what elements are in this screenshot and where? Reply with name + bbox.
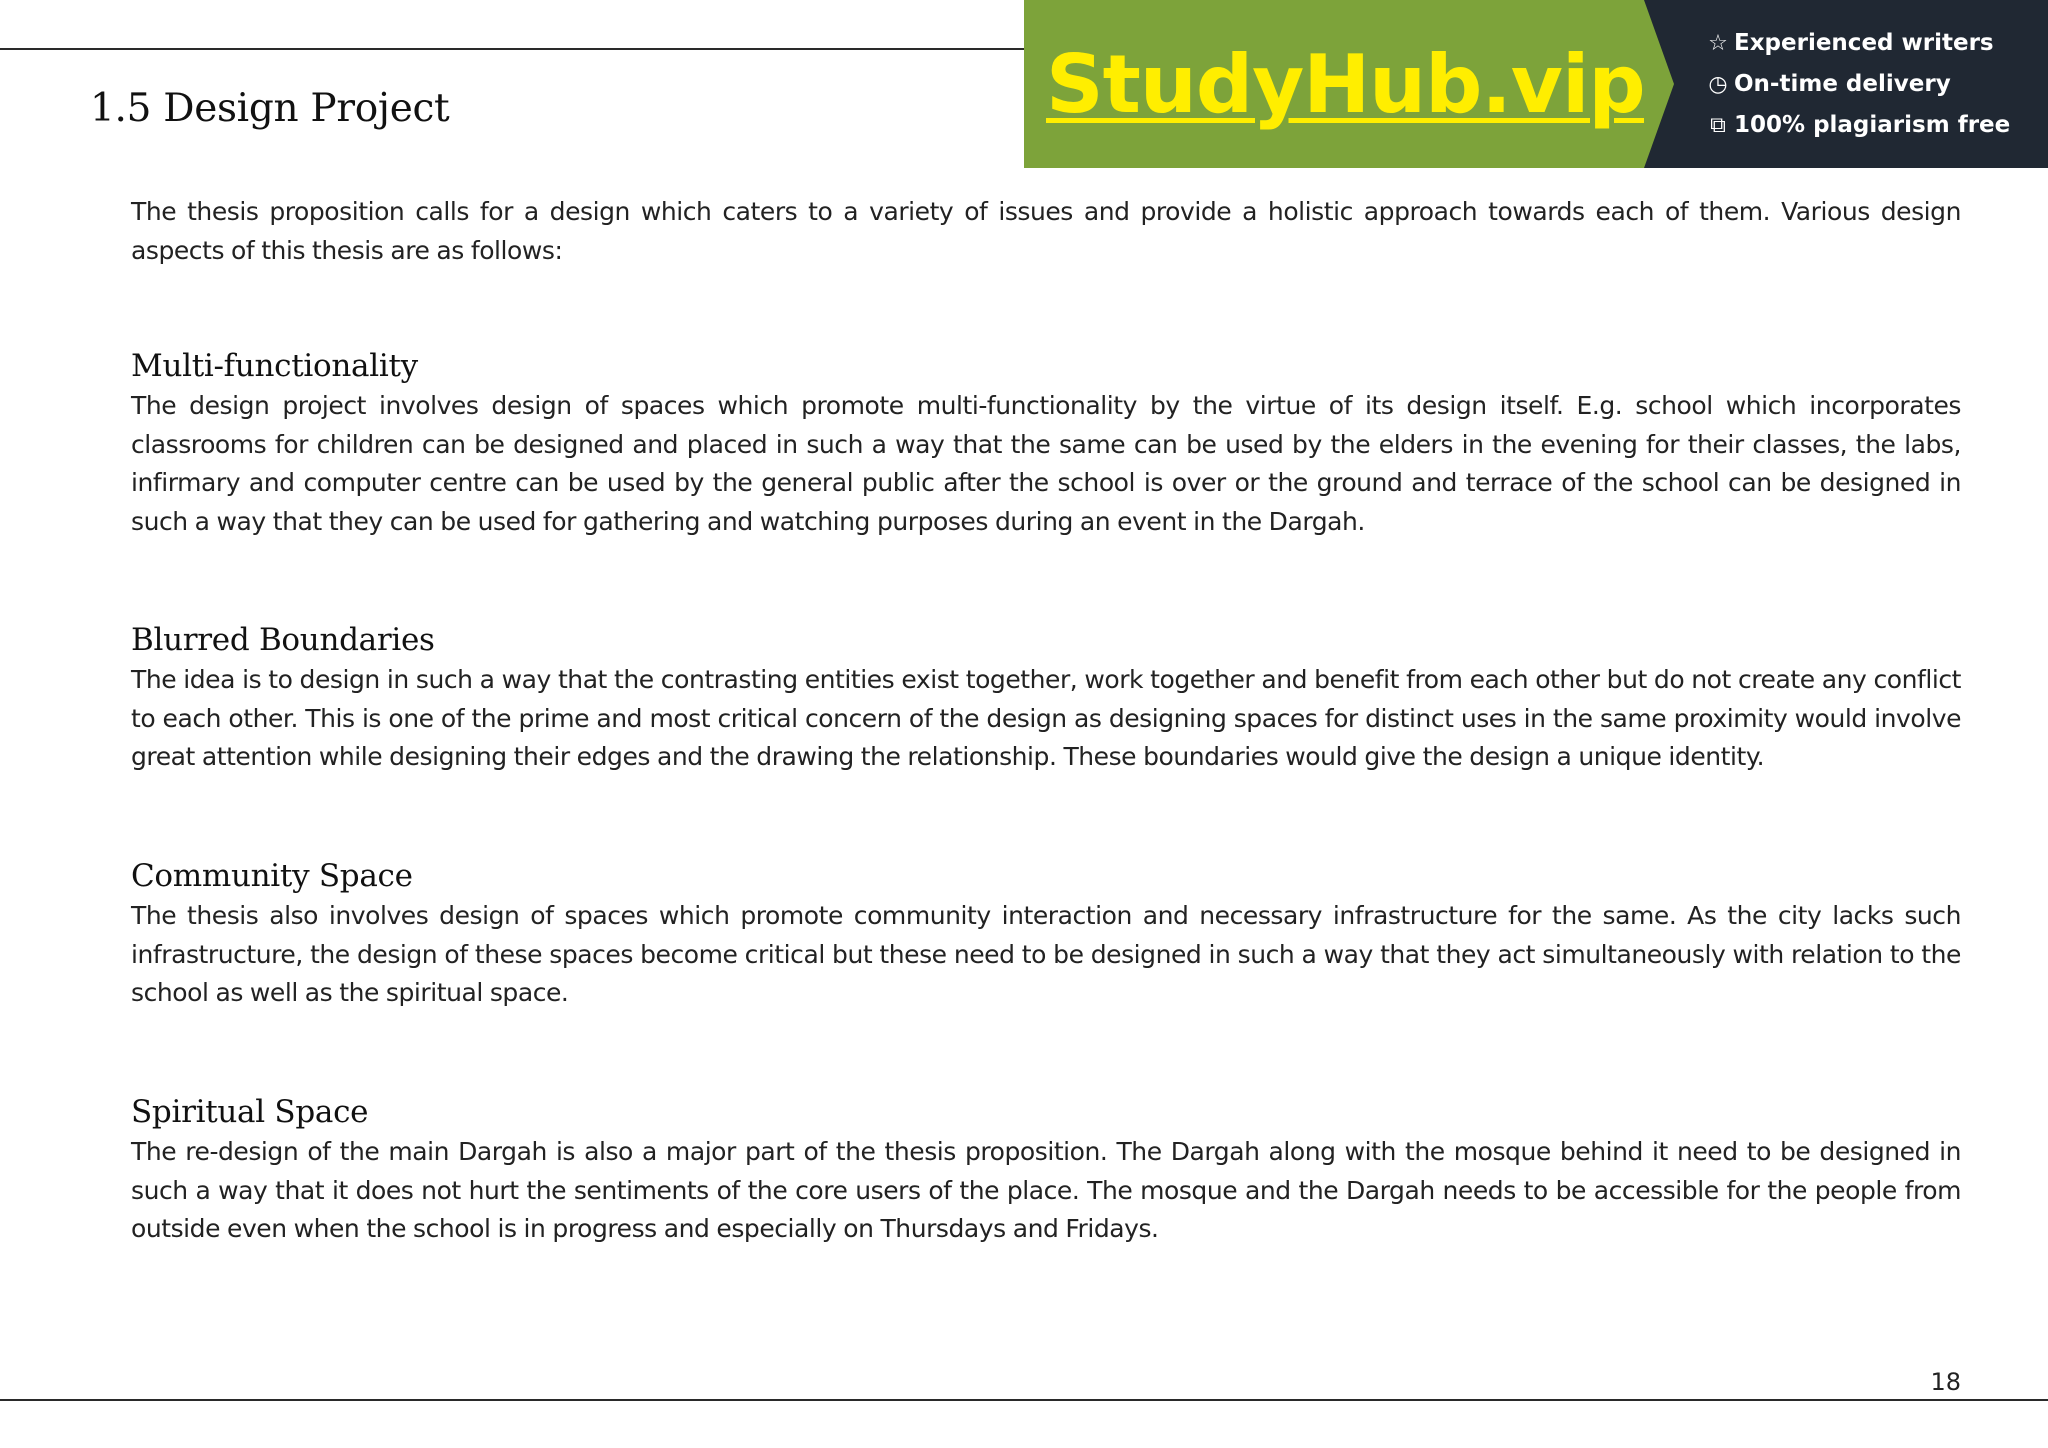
intro-paragraph: The thesis proposition calls for a design which caters to a variety of issues and provide a holistic approach towards each of them. Various design aspects of this thesis are as follows: bbox=[131, 197, 1961, 265]
section-paragraph: The thesis also involves design of spaces which promote community interaction and necessary infrastructure for the same. As the city lacks such infrastructure, the design of these spaces become critical but these need to be designed in such a way that they act simultaneously with relation to the school as well as the spiritual space. bbox=[131, 901, 1961, 1007]
section-heading: Multi-functionality bbox=[131, 348, 418, 384]
header-rule bbox=[0, 48, 1024, 50]
page-number: 18 bbox=[1930, 1368, 1961, 1396]
clock-icon: ◷ bbox=[1708, 71, 1728, 97]
banner-features-panel bbox=[1644, 0, 2048, 168]
section-paragraph: The idea is to design in such a way that the contrasting entities exist together, work together and benefit from each other but do not create any conflict to each other. This is one of the prime and most critical concern of the design as designing spaces for distinct uses in the same proximity would involve great attention while designing their edges and the drawing the relationship. These boundaries would give the design a unique identity. bbox=[131, 665, 1961, 771]
feature-label: 100% plagiarism free bbox=[1734, 112, 2011, 138]
feature-plagiarism-free bbox=[1706, 105, 2048, 146]
section-title: 1.5 Design Project bbox=[90, 86, 450, 131]
section-multi-functionality bbox=[131, 347, 1961, 541]
intro-block bbox=[131, 193, 1961, 270]
banner-brand-panel[interactable] bbox=[1024, 0, 1644, 168]
studyhub-banner[interactable] bbox=[1024, 0, 2048, 168]
section-paragraph: The design project involves design of spaces which promote multi-functionality by the virtue of its design itself. E.g. school which incorporates classrooms for children can be designed and placed in such a way that the same can be used by the elders in the evening for their classes, the labs, infirmary and computer centre can be used by the general public after the school is over or the ground and terrace of the school can be designed in such a way that they can be used for gathering and watching purposes during an event in the Dargah. bbox=[131, 391, 1961, 536]
feature-experienced-writers bbox=[1706, 23, 2048, 64]
footer-rule bbox=[0, 1399, 2048, 1401]
section-spiritual-space bbox=[131, 1093, 1961, 1249]
brand-logo-text[interactable]: StudyHub.vip bbox=[1046, 37, 1645, 131]
section-heading: Community Space bbox=[131, 858, 413, 894]
copy-icon: ⧉ bbox=[1710, 112, 1726, 138]
star-icon: ☆ bbox=[1708, 30, 1728, 56]
section-heading: Spiritual Space bbox=[131, 1094, 369, 1130]
section-heading: Blurred Boundaries bbox=[131, 622, 435, 658]
section-paragraph: The re-design of the main Dargah is also a major part of the thesis proposition. The Dargah along with the mosque behind it need to be designed in such a way that it does not hurt the sentiments of the core users of the place. The mosque and the Dargah needs to be accessible for the people from outside even when the school is in progress and especially on Thursdays and Fridays. bbox=[131, 1137, 1961, 1243]
section-blurred-boundaries bbox=[131, 621, 1961, 777]
feature-label: Experienced writers bbox=[1734, 30, 1994, 56]
feature-on-time-delivery bbox=[1706, 64, 2048, 105]
section-community-space bbox=[131, 857, 1961, 1013]
feature-label: On-time delivery bbox=[1734, 71, 1951, 97]
banner-arrow-decoration bbox=[1644, 0, 1674, 168]
